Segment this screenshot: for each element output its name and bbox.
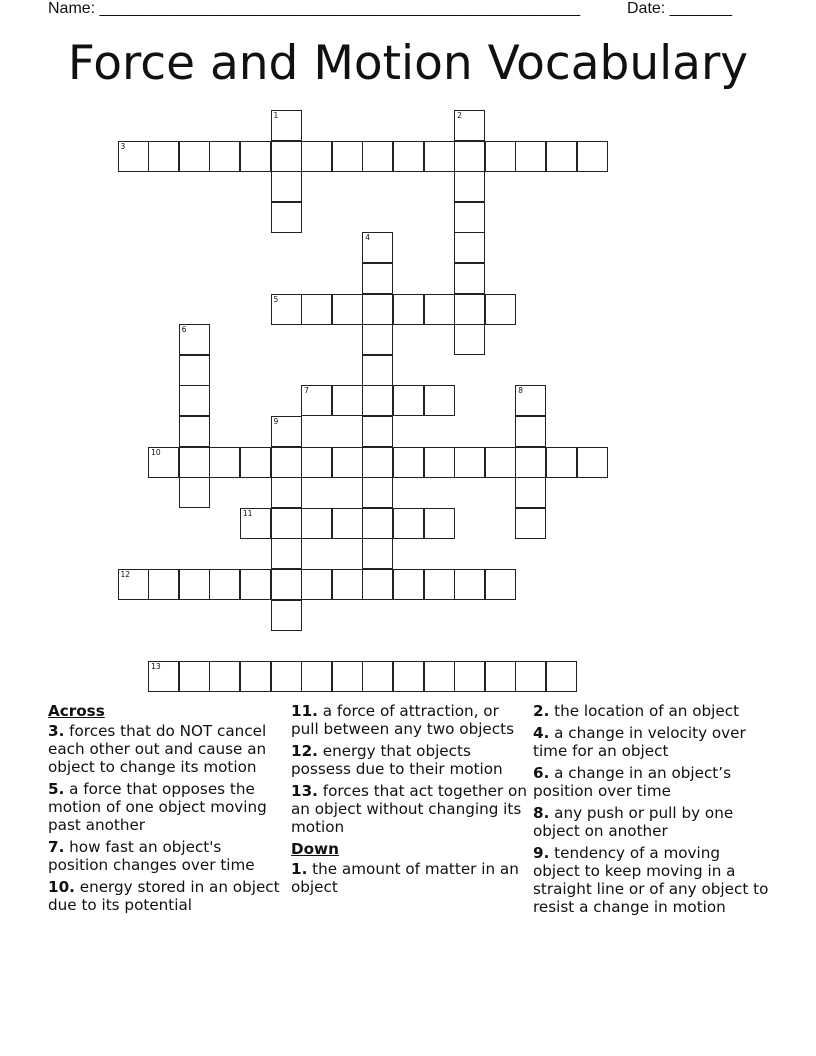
- clue-number: 12.: [291, 742, 318, 760]
- clue-text: how fast an object's position changes over time: [48, 838, 255, 874]
- crossword-cell[interactable]: [148, 141, 179, 172]
- crossword-cell[interactable]: [362, 263, 393, 294]
- crossword-cell[interactable]: [454, 110, 485, 141]
- clue-number: 3: [120, 141, 126, 151]
- crossword-cell[interactable]: [332, 569, 363, 600]
- crossword-cell[interactable]: [271, 447, 302, 478]
- crossword-cell[interactable]: [393, 385, 424, 416]
- crossword-cell[interactable]: [485, 569, 516, 600]
- crossword-cell[interactable]: [515, 661, 546, 692]
- crossword-cell[interactable]: [362, 385, 393, 416]
- clue-number: 7.: [48, 838, 65, 856]
- clue-number: 13.: [291, 782, 318, 800]
- down-heading: Down: [291, 840, 339, 858]
- crossword-cell[interactable]: [485, 141, 516, 172]
- crossword-cell[interactable]: [301, 661, 332, 692]
- crossword-cell[interactable]: [301, 508, 332, 539]
- page-title: Force and Motion Vocabulary: [67, 36, 749, 91]
- clue-number: 1: [273, 111, 279, 120]
- crossword-cell[interactable]: [209, 661, 240, 692]
- clue-number: 2.: [533, 702, 550, 720]
- crossword-cell[interactable]: [301, 294, 332, 325]
- crossword-cell[interactable]: [271, 110, 302, 141]
- crossword-cell[interactable]: [362, 294, 393, 325]
- clue-number: 6: [181, 325, 187, 335]
- crossword-cell[interactable]: [332, 141, 363, 172]
- crossword-cell[interactable]: [179, 141, 210, 172]
- clue-number: 4: [365, 233, 371, 243]
- clue-number: 7: [304, 386, 309, 396]
- crossword-cell[interactable]: [271, 171, 302, 202]
- crossword-cell[interactable]: [393, 447, 424, 478]
- crossword-cell[interactable]: [271, 416, 302, 447]
- crossword-cell[interactable]: [515, 477, 546, 508]
- crossword-cell[interactable]: [240, 447, 271, 478]
- crossword-cell[interactable]: [546, 141, 577, 172]
- crossword-cell[interactable]: [148, 661, 179, 692]
- crossword-cell[interactable]: [362, 538, 393, 569]
- clue-text: energy stored in an object due to its potential: [48, 878, 280, 914]
- crossword-cell[interactable]: [454, 141, 485, 172]
- crossword-cell[interactable]: [301, 569, 332, 600]
- clue-item: [533, 844, 769, 916]
- clue-text: a force that opposes the motion of one object moving past another: [48, 780, 267, 834]
- crossword-cell[interactable]: [240, 661, 271, 692]
- crossword-cell[interactable]: [362, 355, 393, 386]
- clue-text: a force of attraction, or pull between any two objects: [291, 702, 514, 738]
- crossword-cell[interactable]: [362, 569, 393, 600]
- down-clue-list: [291, 860, 527, 896]
- crossword-cell[interactable]: [271, 141, 302, 172]
- crossword-cell[interactable]: [271, 569, 302, 600]
- clue-item: [533, 702, 769, 720]
- clue-text: forces that do NOT cancel each other out and cause an object to change its motion: [48, 722, 267, 776]
- clue-text: forces that act together on an object without changing its motion: [291, 782, 527, 836]
- crossword-cell[interactable]: [332, 385, 363, 416]
- across-clue-list: [48, 722, 284, 914]
- clue-number: 8: [518, 386, 524, 396]
- down-clue-list-continued: [533, 702, 769, 916]
- crossword-cell[interactable]: [362, 324, 393, 355]
- clue-number: 3.: [48, 722, 65, 740]
- clue-item: [533, 764, 769, 800]
- clue-number: 9: [273, 417, 279, 426]
- crossword-cell[interactable]: [179, 661, 210, 692]
- crossword-cell[interactable]: [362, 477, 393, 508]
- clue-number: 6.: [533, 764, 550, 782]
- clue-number: 5: [273, 294, 279, 304]
- clue-number: 10: [151, 447, 161, 457]
- crossword-cell[interactable]: [393, 569, 424, 600]
- clue-number: 8.: [533, 804, 550, 822]
- crossword-cell[interactable]: [393, 508, 424, 539]
- clue-number: 5.: [48, 780, 65, 798]
- crossword-cell[interactable]: [393, 294, 424, 325]
- clue-item: [533, 804, 769, 840]
- clue-column-1: [48, 702, 284, 918]
- crossword-cell[interactable]: [362, 141, 393, 172]
- crossword-cell[interactable]: [240, 141, 271, 172]
- crossword-cell[interactable]: [546, 661, 577, 692]
- crossword-cell[interactable]: [271, 508, 302, 539]
- clue-item: [48, 838, 284, 874]
- crossword-cell[interactable]: [362, 416, 393, 447]
- crossword-cell[interactable]: [240, 508, 271, 539]
- clue-item: [291, 742, 527, 778]
- clue-text: a change in velocity over time for an object: [533, 724, 746, 760]
- crossword-cell[interactable]: [454, 324, 485, 355]
- clue-column-3: [533, 702, 769, 920]
- crossword-cell[interactable]: [424, 294, 455, 325]
- crossword-cell[interactable]: [301, 385, 332, 416]
- crossword-cell[interactable]: [454, 171, 485, 202]
- crossword-cell[interactable]: [271, 538, 302, 569]
- crossword-cell[interactable]: [179, 569, 210, 600]
- crossword-cell[interactable]: [424, 508, 455, 539]
- clue-number: 12: [120, 570, 131, 579]
- crossword-cell[interactable]: [271, 294, 302, 325]
- crossword-cell[interactable]: [393, 661, 424, 692]
- clue-item: [48, 780, 284, 834]
- crossword-cell[interactable]: [209, 141, 240, 172]
- crossword-cell[interactable]: [454, 232, 485, 263]
- crossword-cell[interactable]: [271, 661, 302, 692]
- clue-text: a change in an object’s position over time: [533, 764, 732, 800]
- crossword-cell[interactable]: [179, 447, 210, 478]
- crossword-cell[interactable]: [362, 661, 393, 692]
- clue-number: 4.: [533, 724, 550, 742]
- crossword-cell[interactable]: [454, 447, 485, 478]
- crossword-cell[interactable]: [454, 661, 485, 692]
- clue-number: 10.: [48, 878, 75, 896]
- clue-text: the amount of matter in an object: [291, 860, 519, 896]
- crossword-cell[interactable]: [454, 569, 485, 600]
- crossword-cell[interactable]: [332, 661, 363, 692]
- across-heading: Across: [48, 702, 105, 720]
- clue-number: 2: [457, 111, 462, 120]
- crossword-cell[interactable]: [424, 569, 455, 600]
- crossword-cell[interactable]: [240, 569, 271, 600]
- clue-item: [291, 702, 527, 738]
- crossword-cell[interactable]: [209, 447, 240, 478]
- crossword-cell[interactable]: [301, 447, 332, 478]
- crossword-cell[interactable]: [179, 324, 210, 355]
- crossword-cell[interactable]: [424, 385, 455, 416]
- crossword-cell[interactable]: [271, 202, 302, 233]
- clue-column-2: [291, 702, 527, 900]
- clue-number: 13: [151, 661, 161, 671]
- across-clue-list-continued: [291, 702, 527, 836]
- clue-number: 11: [242, 508, 253, 518]
- crossword-cell[interactable]: [515, 416, 546, 447]
- crossword-cell[interactable]: [393, 141, 424, 172]
- clue-number: 1.: [291, 860, 308, 878]
- clue-text: tendency of a moving object to keep moving in a straight line or of any object to resist a change in motion: [533, 844, 769, 916]
- crossword-cell[interactable]: [424, 447, 455, 478]
- crossword-cell[interactable]: [454, 202, 485, 233]
- date-field-line: Date: _______: [627, 0, 732, 17]
- clue-text: energy that objects possess due to their motion: [291, 742, 503, 778]
- crossword-cell[interactable]: [179, 355, 210, 386]
- clue-number: 11.: [291, 702, 318, 720]
- crossword-cell[interactable]: [148, 447, 179, 478]
- clue-item: [291, 782, 527, 836]
- clue-item: [291, 860, 527, 896]
- clue-number: 9.: [533, 844, 550, 862]
- clue-item: [533, 724, 769, 760]
- crossword-cell[interactable]: [118, 569, 149, 600]
- crossword-cell[interactable]: [362, 232, 393, 263]
- crossword-cell[interactable]: [485, 447, 516, 478]
- crossword-cell[interactable]: [577, 141, 608, 172]
- name-field-line: Name: ______________________________________________________: [48, 0, 581, 17]
- crossword-cell[interactable]: [577, 447, 608, 478]
- crossword-cell[interactable]: [454, 263, 485, 294]
- crossword-cell[interactable]: [515, 447, 546, 478]
- crossword-cell[interactable]: [454, 294, 485, 325]
- crossword-cell[interactable]: [209, 569, 240, 600]
- crossword-cell[interactable]: [546, 447, 577, 478]
- crossword-cell[interactable]: [271, 477, 302, 508]
- crossword-cell[interactable]: [362, 447, 393, 478]
- crossword-cell[interactable]: [485, 294, 516, 325]
- crossword-cell[interactable]: [332, 508, 363, 539]
- clue-text: the location of an object: [554, 702, 740, 720]
- clue-item: [48, 722, 284, 776]
- clue-item: [48, 878, 284, 914]
- crossword-cell[interactable]: [424, 141, 455, 172]
- crossword-cell[interactable]: [485, 661, 516, 692]
- crossword-cell[interactable]: [332, 294, 363, 325]
- crossword-cell[interactable]: [515, 141, 546, 172]
- crossword-cell[interactable]: [179, 477, 210, 508]
- crossword-cell[interactable]: [179, 416, 210, 447]
- crossword-cell[interactable]: [424, 661, 455, 692]
- crossword-cell[interactable]: [271, 600, 302, 631]
- crossword-cell[interactable]: [118, 141, 149, 172]
- clue-text: any push or pull by one object on another: [533, 804, 734, 840]
- crossword-cell[interactable]: [362, 508, 393, 539]
- crossword-cell[interactable]: [515, 385, 546, 416]
- crossword-cell[interactable]: [515, 508, 546, 539]
- crossword-cell[interactable]: [179, 385, 210, 416]
- crossword-cell[interactable]: [332, 447, 363, 478]
- crossword-cell[interactable]: [148, 569, 179, 600]
- crossword-cell[interactable]: [301, 141, 332, 172]
